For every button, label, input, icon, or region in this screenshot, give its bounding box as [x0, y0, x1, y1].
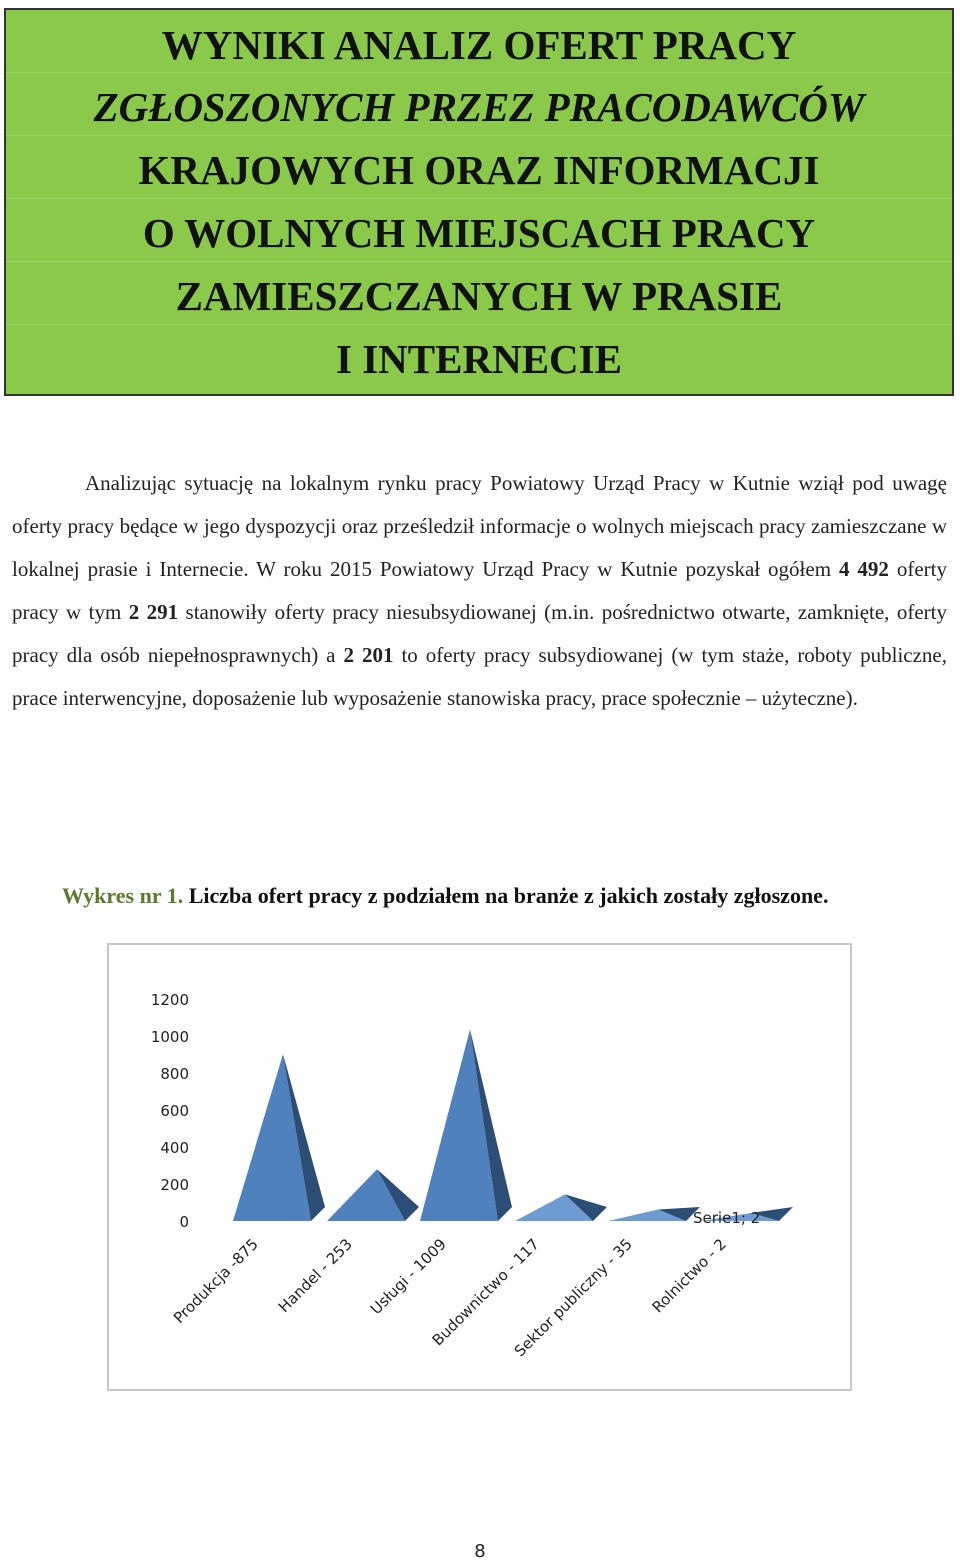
title-line-5: ZAMIESZCZANYCH W PRASIE	[175, 273, 783, 319]
caption-text: Liczba ofert pracy z podziałem na branże z jakich zostały zgłoszone.	[183, 883, 829, 908]
series-annotation: Serie1; 2	[693, 1209, 761, 1227]
pyramid-bar	[515, 1194, 607, 1221]
chart-frame	[107, 943, 852, 1391]
total-offers: 4 492	[838, 557, 889, 581]
title-band-divider	[6, 135, 952, 136]
title-band-divider	[6, 261, 952, 262]
y-tick-label: 600	[160, 1102, 189, 1120]
x-category-label: Sektor publiczny - 35	[510, 1235, 636, 1361]
title-band-divider	[6, 72, 952, 73]
y-tick-label: 0	[179, 1213, 189, 1231]
pyramid-bar	[327, 1169, 419, 1221]
x-category-label: Usługi - 1009	[366, 1235, 450, 1319]
y-tick-label: 1200	[150, 991, 189, 1009]
pyramid-bar	[233, 1054, 325, 1221]
y-tick-label: 1000	[150, 1028, 189, 1046]
title-band-divider	[6, 198, 952, 199]
intro-paragraph	[12, 462, 947, 720]
pyramid-chart	[109, 945, 850, 1389]
x-category-label: Produkcja -875	[169, 1235, 262, 1327]
title-line-3: KRAJOWYCH ORAZ INFORMACJI	[138, 147, 820, 193]
title-line-4: O WOLNYCH MIEJSCACH PRACY	[142, 210, 816, 256]
chart-caption	[62, 883, 942, 909]
subsidized-offers: 2 201	[343, 643, 394, 667]
page-number: 8	[474, 1541, 486, 1562]
y-tick-label: 800	[160, 1065, 189, 1083]
pyramid-bar	[420, 1029, 512, 1221]
x-category-label: Budownictwo - 117	[428, 1235, 543, 1350]
y-tick-label: 200	[160, 1176, 189, 1194]
x-category-label: Rolnictwo - 2	[648, 1235, 730, 1317]
title-banner	[4, 8, 954, 396]
title-line-1: WYNIKI ANALIZ OFERT PRACY	[161, 22, 797, 68]
body-text-part-2: oferty pracy w tym	[12, 557, 947, 624]
title-line-6: I INTERNECIE	[336, 336, 622, 382]
body-text-part-1: Analizując sytuację na lokalnym rynku pracy Powiatowy Urząd Pracy w Kutnie wziął pod uwagę oferty pracy będące w jego dyspozycji oraz prześledził informacje o wolnych miejscach pracy zamieszczane w lokalnej prasie i Internecie. W roku 2015 Powiatowy Urząd Pracy w Kutnie pozyskał ogółem	[12, 471, 947, 581]
pyramid-bar	[608, 1207, 700, 1221]
unsubsidized-offers: 2 291	[128, 600, 179, 624]
caption-lead: Wykres nr 1.	[62, 883, 184, 908]
body-text-part-3: stanowiły oferty pracy niesubsydiowanej (m.in. pośrednictwo otwarte, zamknięte, oferty pracy dla osób niepełnosprawnych) a	[12, 600, 947, 667]
x-category-label: Handel - 253	[274, 1235, 356, 1317]
body-text-part-4: to oferty pracy subsydiowanej (w tym staże, roboty publiczne, prace interwencyjne, doposażenie lub wyposażenie stanowiska pracy, prace społecznie – użyteczne).	[12, 643, 948, 710]
title-line-2: ZGŁOSZONYCH PRZEZ PRACODAWCÓW	[93, 84, 865, 130]
y-tick-label: 400	[160, 1139, 189, 1157]
title-band-divider	[6, 324, 952, 325]
